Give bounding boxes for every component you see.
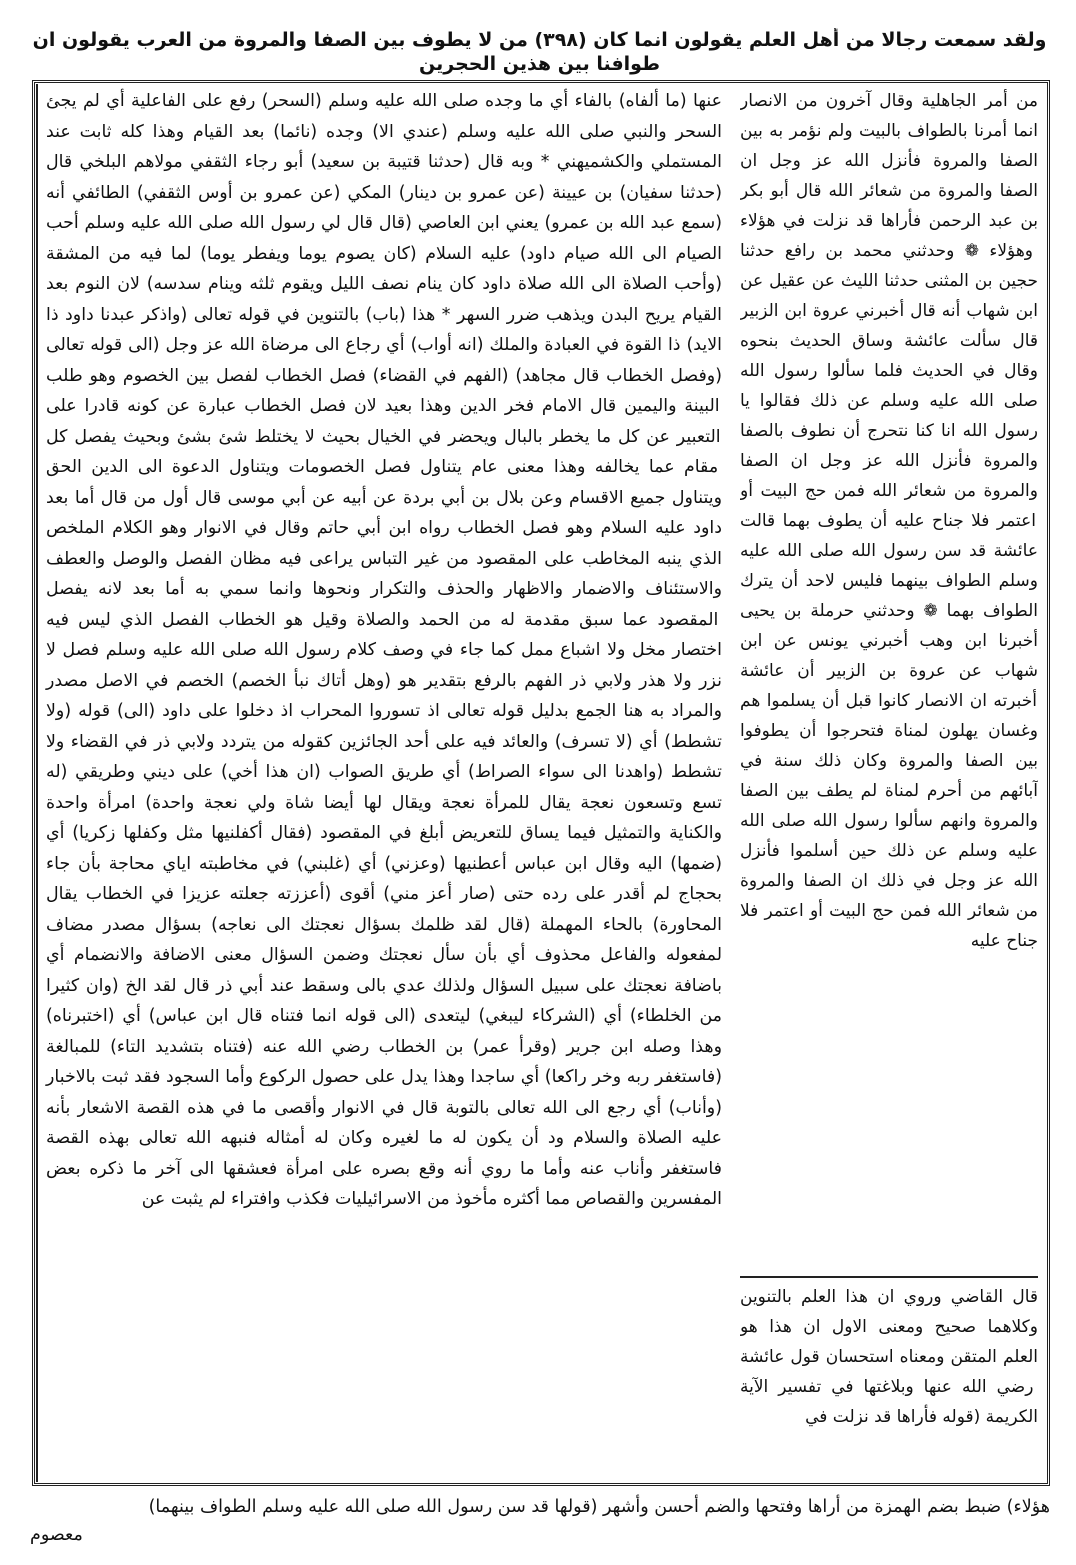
side-line: ان الصفا والمروة من شعائر الله فمن	[740, 871, 1038, 921]
side-line: ❁ وحدثني حرملة بن يحيى أخبرنا ابن	[740, 601, 1038, 651]
main-line: سواء الصراط) أي طريق الصواب (ان هذا أخي) على ديني وطريقي (له تسع وتسعون نعجة يقال	[46, 762, 722, 813]
side-bottom-line: بالتنوين وكلاهما صحيح ومعنى	[740, 1287, 1038, 1337]
main-line: انما فتناه قال ابن عباس) أي (اختبرناه) وهذا وصله ابن جرير (وقرأ عمر) بن الخطاب رضي الله عنه	[46, 1006, 723, 1057]
side-line: وسلم عن ذلك فقالوا يا رسول الله انا	[740, 391, 1038, 441]
main-line: اختصار مخل ولا اشباع ممل كما جاء في وصف كلام رسول الله صلى الله عليه وسلم فصل لا نزر ولا هذر	[46, 640, 722, 691]
main-line: عبد الله بن عمرو) يعني ابن العاصي (قال قال لي رسول الله صلى الله عليه وسلم أحب الصيام الى	[46, 213, 722, 264]
side-line: لاحد أن يترك الطواف بهما	[740, 571, 1038, 621]
side-line: حجين بن المثنى حدثنا الليث عن عقيل	[763, 271, 1038, 291]
main-line: ذا الايد) ذا القوة في العبادة والملك (انه أواب) أي رجاع الى مرضاة الله عز وجل (الى قوله	[46, 304, 722, 355]
side-line: بين الصفا والمروة وانهم سألوا رسول	[740, 781, 1038, 831]
side-commentary	[740, 1282, 1038, 1482]
main-line: أعطنيها (وعزني) أي (غلبني) في مخاطبته اياي محاجة بأن جاء بحجاج لم أقدر على رده حتى (صار	[46, 853, 722, 904]
side-line: فلما سألوا رسول الله صلى الله عليه	[740, 361, 1038, 411]
side-bottom-line: الاول ان هذا هو العلم المتقن ومعناه	[740, 1317, 1038, 1367]
header-text-before: ولقد سمعت رجالا من أهل العلم يقولون انما كان	[593, 29, 1047, 51]
side-line: شعائر الله قال أبو بكر بن عبد الرحمن	[740, 181, 1038, 231]
side-line: حين أسلموا فأنزل الله عز وجل في ذلك	[740, 841, 1038, 891]
main-line: مقام عما يخالفه وهذا معنى عام يتناول فصل الخصومات ويتناول الدعوة الى الدين الحق	[46, 457, 719, 477]
side-line: عن ابن شهاب أنه قال أخبرني عروة	[740, 271, 1038, 321]
main-line: والعطف والاستئناف والاضمار والاظهار والحذف والتكرار ونحوها وانما سمي به أما بعد لانه	[46, 548, 722, 599]
side-line: الانصار انما أمرنا بالطواف بالبيت	[740, 91, 1038, 141]
commentary-column	[36, 84, 730, 1482]
hadith-text	[740, 86, 1038, 1274]
side-line: كنا نتحرج أن نطوف بالصفا والمروة	[740, 421, 1038, 471]
main-line: تعالى (وفصل الخطاب قال مجاهد) (الفهم في القضاء) فصل الخطاب لفصل بين الخصوم وهو	[46, 335, 722, 386]
side-line: عائشة قد سن رسول الله صلى الله	[770, 541, 1038, 561]
main-line: ويتناول جميع الاقسام وعن بلال بن أبي بردة عن أبيه عن أبي موسى قال أول من قال	[94, 487, 722, 508]
main-line: عنها (ما ألفاه) بالفاء أي ما وجده صلى الله عليه وسلم (السحر) رفع على الفاعلية أي لم يجئ السحر	[46, 91, 723, 142]
catchword: معصوم	[30, 1525, 83, 1545]
side-line: الحديث بنحوه وقال في الحديث	[740, 331, 1038, 381]
side-line: من أمر الجاهلية وقال آخرون من	[787, 91, 1038, 111]
side-bottom-line: عنها وبلاغتها في تفسير الآية	[740, 1377, 952, 1397]
main-line: للمرأة نعجة ويقال لها أيضا شاة ولي نعجة واحدة) امرأة واحدة والكناية والتمثيل فيما يساق	[46, 792, 722, 843]
main-line: طلب البينة واليمين قال الامام فخر الدين وهذا بعيد لان فصل الخطاب عبارة عن كونه قادرا على	[46, 365, 720, 416]
side-line: يطوفوا بين الصفا والمروة وكان ذلك	[740, 721, 1038, 771]
main-line: بسؤال نعجتك الى نعاجه) بسؤال مصدر مضاف لمفعوله والفاعل محذوف أي بأن سأل نعجتك	[46, 914, 723, 965]
main-line: أما بعد داود عليه السلام وهو فصل الخطاب رواه ابن أبي حاتم وقال في الانوار وهو الكلام	[46, 487, 722, 538]
main-line: الملخص الذي ينبه المخاطب على المقصود من غير التباس يراعى فيه مظان الفصل والوصل	[46, 518, 722, 569]
side-bottom-line: الكريمة (قوله فأراها قد نزلت في	[805, 1407, 1038, 1427]
side-line: ابن الزبير قال سألت عائشة وساق	[740, 301, 1038, 351]
side-line: سنة في آبائهم من أحرم لمناة لم يطف	[740, 751, 1038, 801]
side-line: عليه وسلم الطواف بينهما فليس	[740, 541, 1038, 591]
main-line: (فتناه بتشديد التاء) للمبالغة (فاستغفر ربه وخر راكعا) أي ساجدا وهذا يدل على حصول الركوع	[46, 1036, 722, 1087]
footer-line	[30, 1492, 1050, 1552]
side-line: الله صلى الله عليه وسلم عن ذلك	[740, 811, 1038, 861]
main-line: الجمع بدليل قوله تعالى اذ تسوروا المحراب اذ دخلوا على داود (الى) قوله (ولا تشطط) أي (لا تسرف)	[46, 701, 722, 752]
header-text-after: من لا يطوف بين الصفا والمروة من العرب يقولون ان طوافنا بين هذين الحجرين	[32, 29, 660, 75]
column-divider	[740, 1276, 1038, 1278]
main-line: الله صيام داود) عليه السلام (كان يصوم يوما ويفطر يوما) لما فيه من المشقة (وأحب الصلاة	[46, 243, 722, 294]
side-line: فلا جناح عليه أن يطوف بهما قالت	[740, 511, 990, 531]
side-line: حج البيت أو اعتمر فلا جناح عليه	[740, 901, 1038, 951]
side-line: فأراها قد نزلت في هؤلاء وهؤلاء	[740, 211, 1033, 261]
side-line: ولم نؤمر به بين الصفا والمروة فأنزل	[740, 121, 1038, 171]
side-line: عن عروة بن الزبير أن عائشة أخبرته	[740, 661, 1037, 711]
main-line: وضمن السؤال معنى الاضافة والانضمام أي باضافة نعجتك على سبيل السؤال ولذلك عدي بالى	[46, 945, 722, 996]
side-line: ❁ وحدثني محمد بن رافع حدثنا	[740, 241, 979, 261]
side-line: ان الانصار كانوا قبل أن يسلموا هم	[740, 691, 987, 711]
side-line: من شعائر الله فمن حج البيت أو اعتمر	[740, 481, 1037, 531]
main-line: هذه القصة الاشعار بأنه عليه الصلاة والسلام ود أن يكون له ما لغيره وكان له أمثاله فنبهه الله تعالى	[46, 1097, 722, 1148]
main-line: البدن ويذهب ضرر السهر * هذا (باب) بالتنوين في قوله تعالى (واذكر عبدنا داود	[58, 304, 639, 325]
main-line: يفصل المقصود عما سبق مقدمة له من الحمد والصلاة وقيل هو الخطاب الفصل الذي ليس فيه	[46, 579, 719, 630]
main-line: أعز مني) أقوى (أعززته جعلته عزيزا في الخطاب يقال المحاورة) بالحاء المهملة (قال لقد ظلمك	[46, 884, 722, 935]
running-header	[22, 28, 1057, 78]
main-line: بعض المفسرين والقصاص مما أكثره مأخوذ من الاسرائيليات فكذب وافتراء لم يثبت عن	[46, 1158, 722, 1209]
side-line: وغسان يهلون لمناة فتحرجوا أن	[789, 721, 1038, 741]
main-line: وسقط عند أبي ذر قال لقد الخ (وان كثيرا من الخلطاء) أي (الشركاء ليبغي) ليتعدى (الى قوله	[46, 975, 722, 1026]
side-line: وهب أخبرني يونس عن ابن شهاب	[740, 631, 1038, 681]
footer-text: هؤلاء) ضبط بضم الهمزة من أراها وفتحها والضم أحسن وأشهر (قولها قد سن رسول الله صلى الله عليه وسلم الطواف بينهما)	[148, 1497, 1050, 1517]
main-line: والنبي صلى الله عليه وسلم (عندي الا) وجده (نائما) بعد القيام وهذا كله ثابت عند المستملي	[46, 121, 722, 172]
hadith-column	[732, 84, 1046, 1482]
side-bottom-line: قال القاضي وروي ان هذا العلم	[791, 1287, 1038, 1307]
main-line: وأما السجود فقد ثبت بالاخبار (وأناب) أي رجع الى الله تعالى بالتوبة قال في الانوار وأقصى ما في	[46, 1067, 722, 1118]
side-bottom-line: استحسان قول عائشة رضي الله	[740, 1347, 1034, 1397]
main-line: والعائد فيه على أحد الجائزين كقوله من يتردد ولابي ذر في القضاء ولا تشطط (واهدنا الى	[46, 731, 722, 782]
page-number: (٣٩٨)	[534, 29, 587, 51]
main-line: سفيان) بن عيينة (عن عمرو بن دينار) المكي (عن عمرو بن أوس الثقفي) الطائفي أنه (سمع	[46, 182, 722, 233]
side-line: الله عز وجل ان الصفا والمروة من	[740, 151, 1038, 201]
main-line: والكشميهني * وبه قال (حدثنا قتيبة بن سعيد) أبو رجاء الثقفي مولاهم البلخي قال (حدثنا	[46, 152, 723, 203]
main-line: للتعريض أبلغ في المقصود (فقال أكفلنيها مثل وكفلها زكريا) أي (ضمها) اليه وقال ابن عباس	[46, 823, 722, 874]
main-line: التعبير عن كل ما يخطر بالبال ويحضر في الخيال بحيث لا يختلط شئ بشئ وبحيث يفصل كل	[46, 426, 721, 447]
main-line: بهذه القصة فاستغفر وأناب عنه وأما ما روي أنه وقع بصره على امرأة فعشقها الى آخر ما ذكره	[46, 1128, 722, 1179]
side-line: فأنزل الله عز وجل ان الصفا والمروة	[740, 451, 1038, 501]
main-line: الى الله صلاة داود كان ينام نصف الليل ويقوم ثلثه وينام سدسه) لان النوم بعد القيام يريح	[46, 274, 722, 325]
main-line: ولابي ذر الفهم بالرفع بتقدير هو (وهل أتاك نبأ الخصم) الخصم في الاصل مصدر والمراد به هنا	[46, 670, 722, 721]
